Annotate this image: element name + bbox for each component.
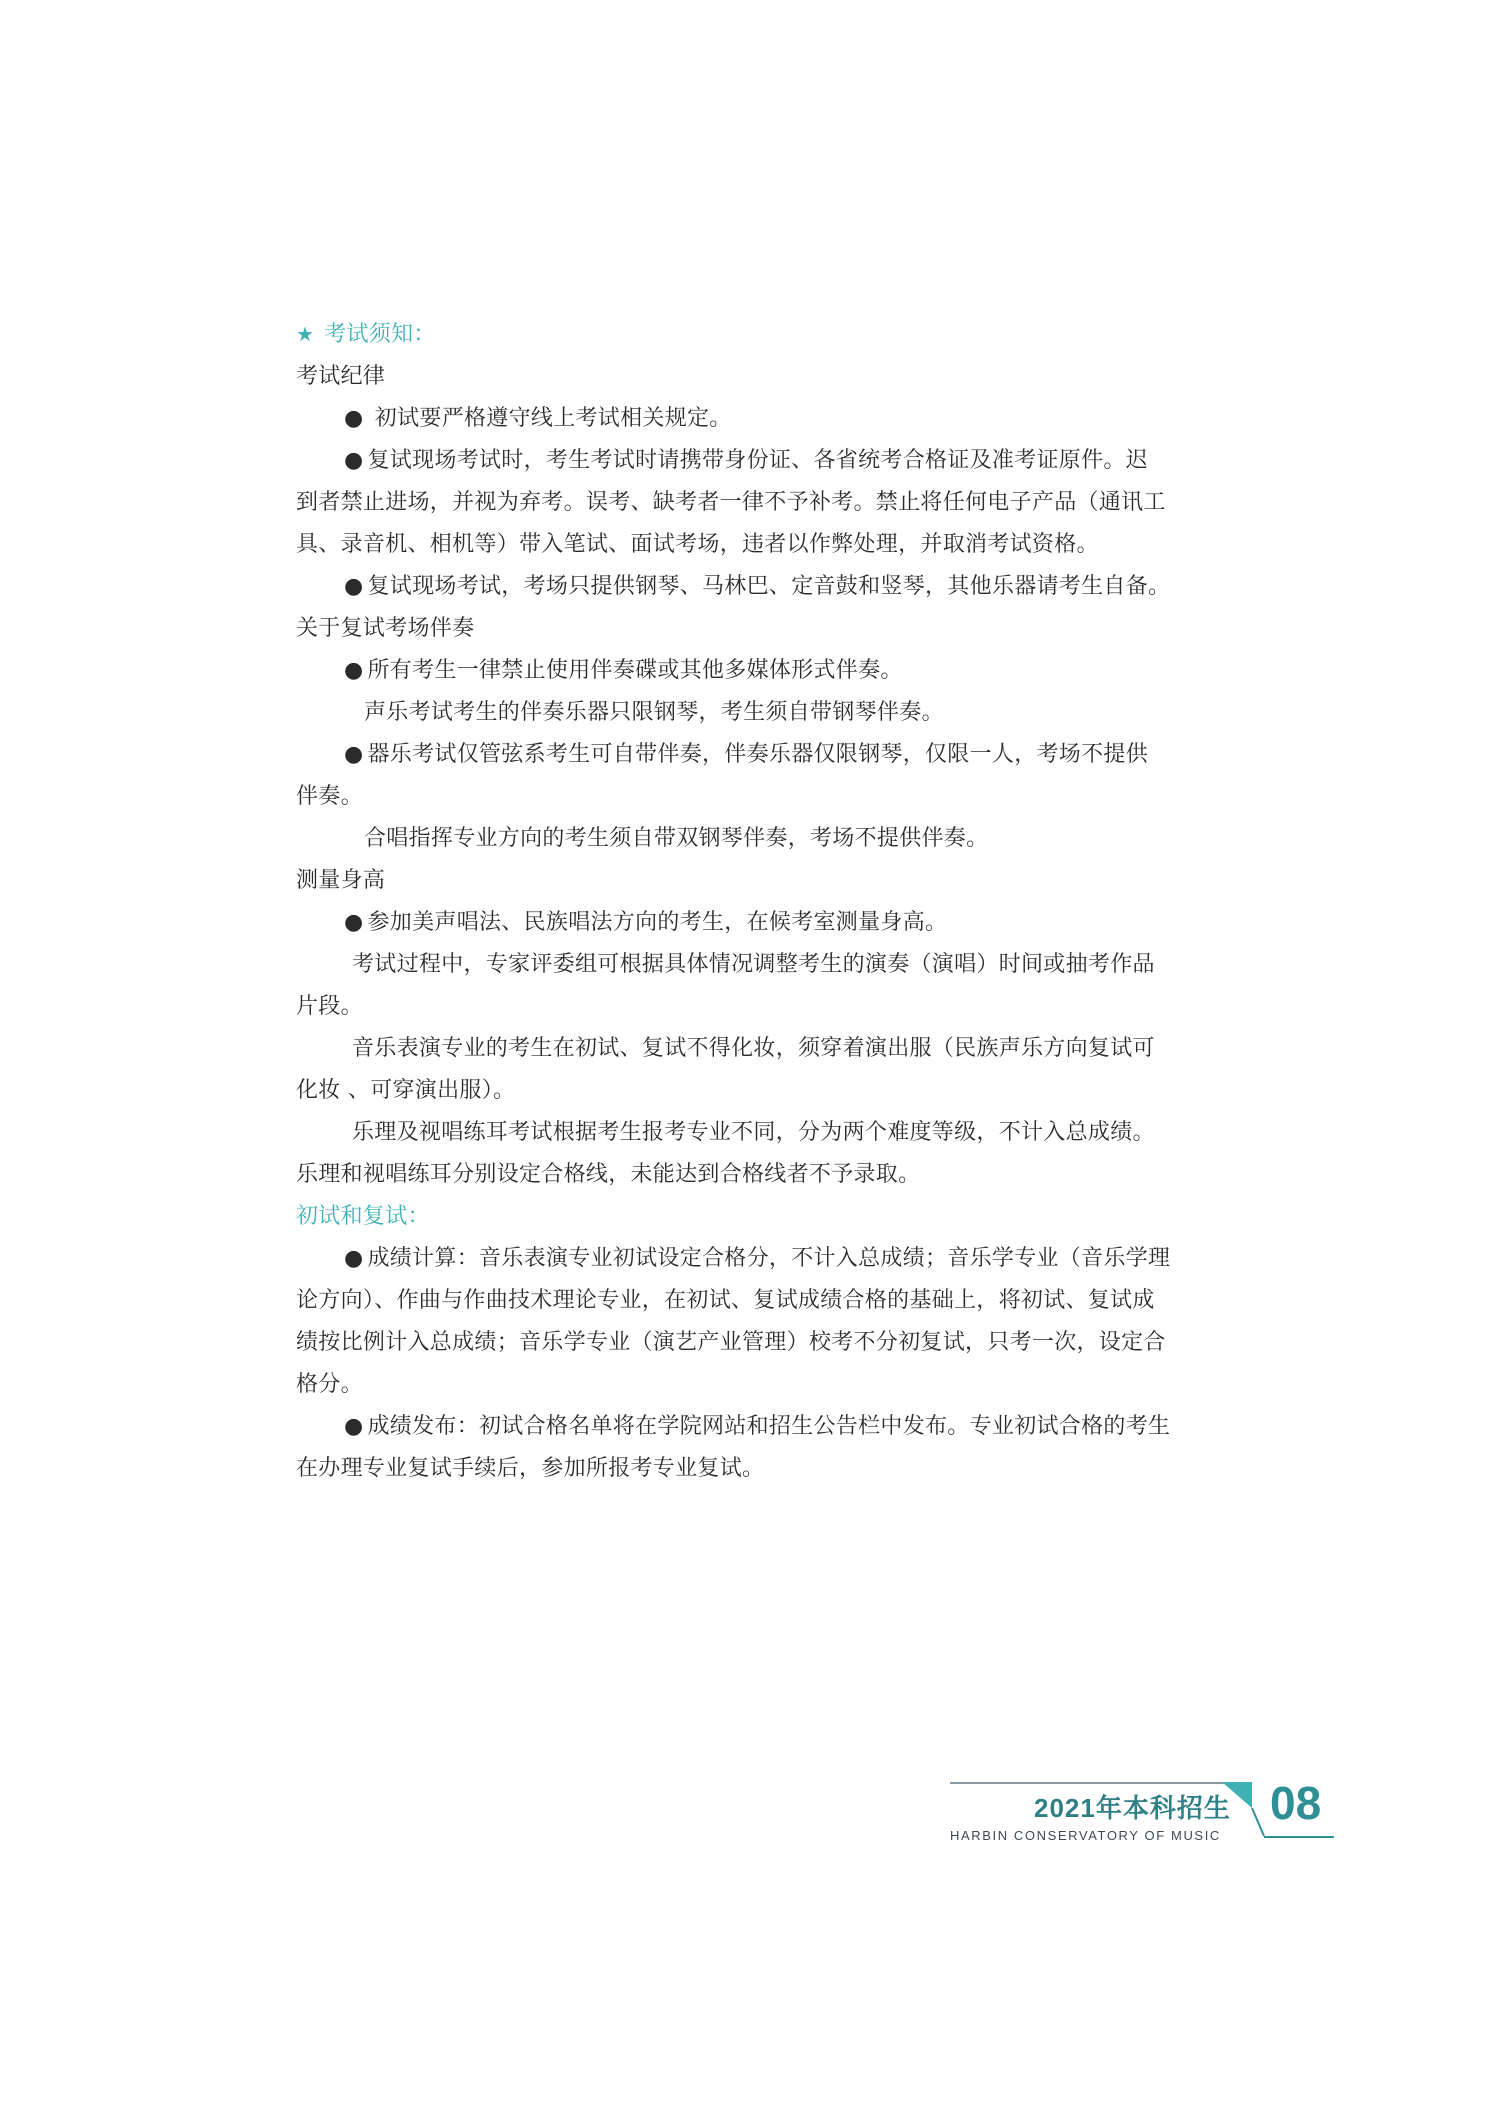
- paragraph-line: 格分。: [296, 1372, 363, 1397]
- paragraph-line: 片段。: [296, 994, 363, 1019]
- list-item: ● 器乐考试仅管弦系考生可自带伴奏，伴奏乐器仅限钢琴，仅限一人，考场不提供: [296, 734, 1180, 776]
- paragraph-line: 在办理专业复试手续后，参加所报考专业复试。: [296, 1456, 765, 1481]
- section-title-height: 测量身高: [296, 868, 386, 893]
- page-footer: [950, 1777, 1330, 1843]
- paragraph-line: 化妆 、可穿演出服）。: [296, 1078, 516, 1103]
- footer-underline: [1264, 1836, 1334, 1838]
- list-item: ● 成绩计算：音乐表演专业初试设定合格分，不计入总成绩；音乐学专业（音乐学理: [296, 1238, 1180, 1280]
- list-item: ● 复试现场考试时，考生考试时请携带身份证、各省统考合格证及准考证原件。迟: [296, 440, 1180, 482]
- page-number: 08: [1270, 1777, 1322, 1829]
- section-title-accompaniment: 关于复试考场伴奏: [296, 616, 475, 641]
- paragraph-line: 考试过程中，专家评委组可根据具体情况调整考生的演奏（演唱）时间或抽考作品: [352, 952, 1155, 977]
- bullet-icon: ●: [344, 574, 364, 599]
- notice-heading: ★ 考试须知：: [296, 313, 1180, 356]
- list-item: ● 复试现场考试，考场只提供钢琴、马林巴、定音鼓和竖琴，其他乐器请考生自备。: [296, 566, 1180, 608]
- list-item: ● 成绩发布：初试合格名单将在学院网站和招生公告栏中发布。专业初试合格的考生: [296, 1406, 1180, 1448]
- footer-divider: [950, 1782, 1230, 1784]
- paragraph-line: 到者禁止进场，并视为弃考。误考、缺考者一律不予补考。禁止将任何电子产品（通讯工: [296, 490, 1166, 515]
- bullet-icon: ●: [344, 1414, 364, 1439]
- section-title-rounds: 初试和复试：: [296, 1204, 430, 1229]
- paragraph-line: 合唱指挥专业方向的考生须自带双钢琴伴奏，考场不提供伴奏。: [364, 826, 989, 851]
- paragraph-line: 声乐考试考生的伴奏乐器只限钢琴，考生须自带钢琴伴奏。: [364, 700, 944, 725]
- paragraph-line: 论方向）、作曲与作曲技术理论专业，在初试、复试成绩合格的基础上，将初试、复试成: [296, 1288, 1155, 1313]
- footer-subtitle: HARBIN CONSERVATORY OF MUSIC: [950, 1828, 1221, 1843]
- bullet-icon: ●: [344, 448, 364, 473]
- bullet-icon: ●: [344, 658, 364, 683]
- list-item: ● 参加美声唱法、民族唱法方向的考生，在候考室测量身高。: [296, 902, 1180, 944]
- section-title-discipline: 考试纪律: [296, 364, 386, 389]
- paragraph-line: 乐理及视唱练耳考试根据考生报考专业不同，分为两个难度等级，不计入总成绩。: [352, 1120, 1155, 1145]
- bullet-icon: ●: [344, 1246, 364, 1271]
- exam-notice: [296, 313, 1180, 1490]
- list-item: ● 所有考生一律禁止使用伴奏碟或其他多媒体形式伴奏。: [296, 650, 1180, 692]
- star-icon: ★: [296, 322, 315, 346]
- paragraph-line: 伴奏。: [296, 784, 363, 809]
- paragraph-line: 音乐表演专业的考生在初试、复试不得化妆，须穿着演出服（民族声乐方向复试可: [352, 1036, 1155, 1061]
- paragraph-line: 具、录音机、相机等）带入笔试、面试考场，违者以作弊处理，并取消考试资格。: [296, 532, 1099, 557]
- paragraph-line: 绩按比例计入总成绩；音乐学专业（演艺产业管理）校考不分初复试，只考一次，设定合: [296, 1330, 1166, 1355]
- bullet-icon: ●: [344, 742, 364, 767]
- list-item: ● 初试要严格遵守线上考试相关规定。: [296, 398, 1180, 440]
- bullet-icon: ●: [344, 406, 364, 431]
- bullet-icon: ●: [344, 910, 364, 935]
- paragraph-line: 乐理和视唱练耳分别设定合格线，未能达到合格线者不予录取。: [296, 1162, 921, 1187]
- footer-title: 2021年本科招生: [1034, 1793, 1231, 1823]
- corner-triangle-icon: [1222, 1782, 1268, 1838]
